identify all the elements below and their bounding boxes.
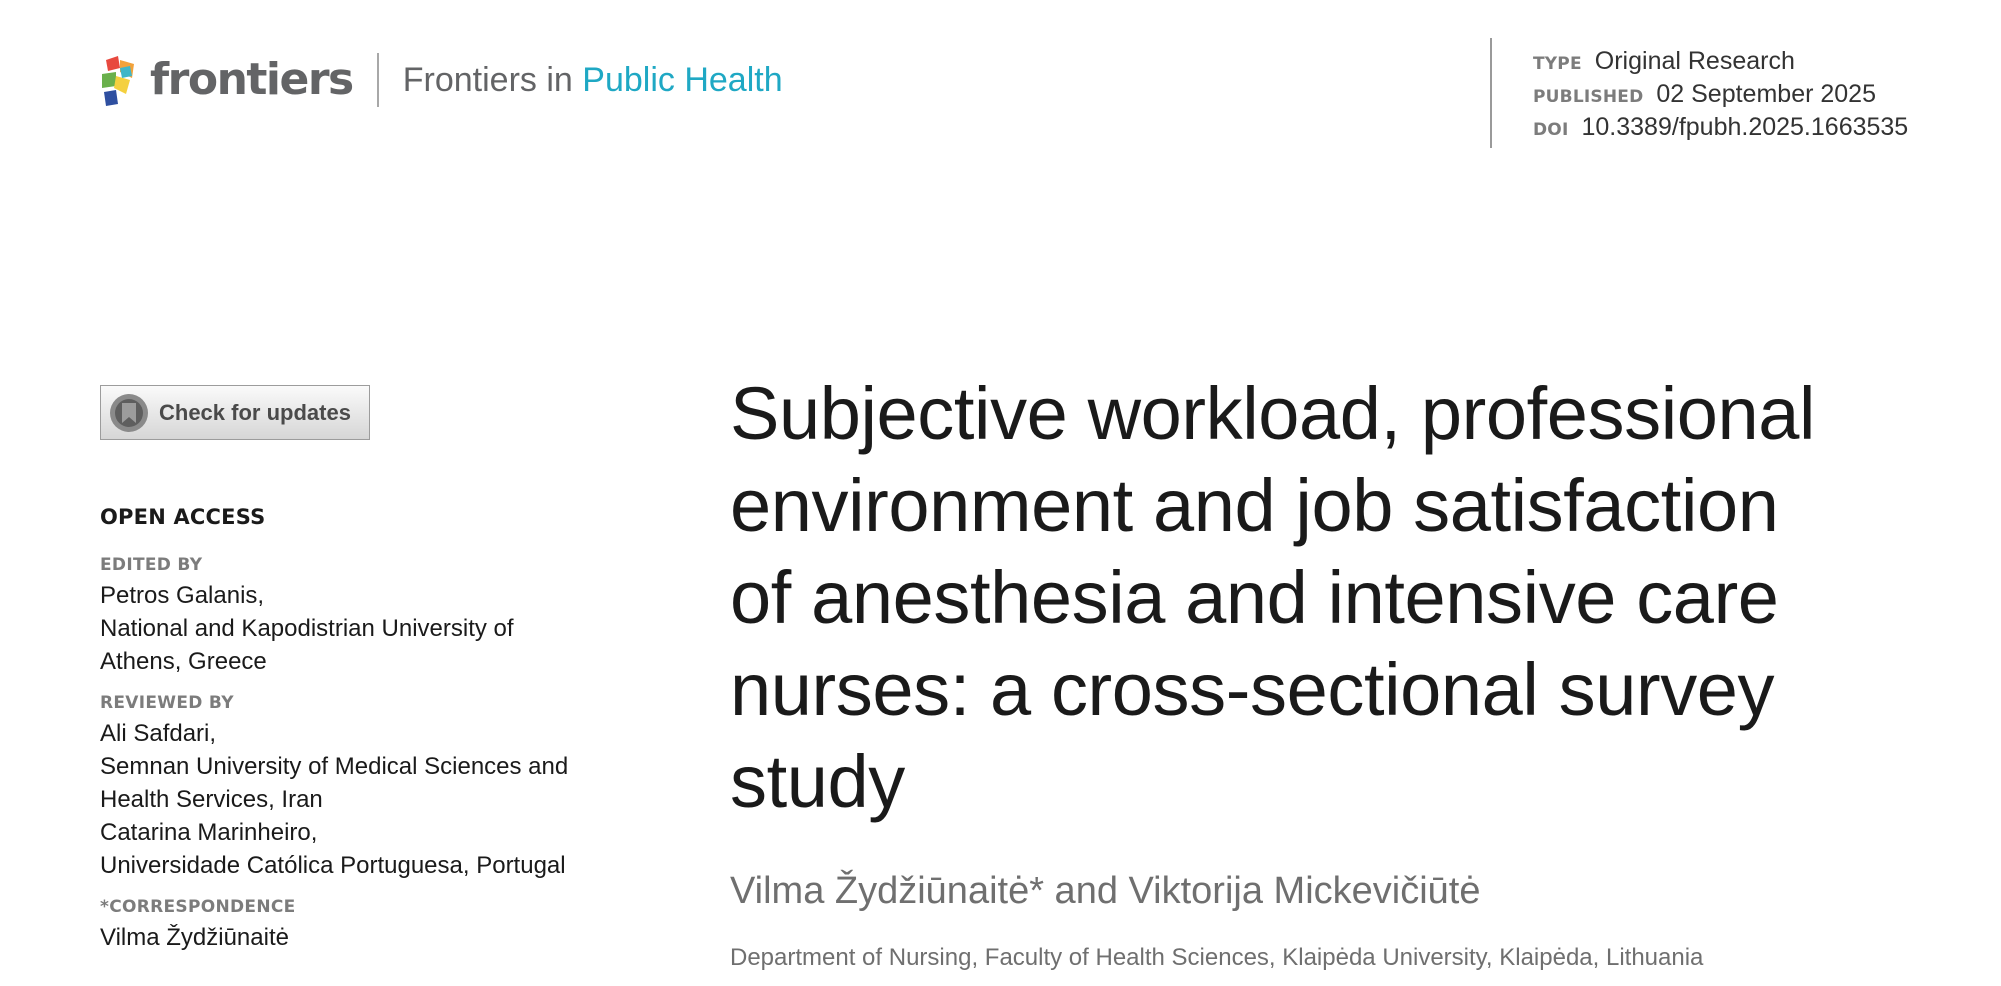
title-line: study xyxy=(730,740,905,823)
title-line: of anesthesia and intensive care xyxy=(730,556,1779,639)
correspondence-label: *CORRESPONDENCE xyxy=(100,897,296,917)
check-updates-icon xyxy=(109,393,149,433)
meta-published xyxy=(1533,80,1908,113)
meta-type-value: Original Research xyxy=(1594,47,1795,75)
frontiers-logo-icon xyxy=(100,54,140,106)
edited-by-line: Petros Galanis, xyxy=(100,582,265,609)
meta-published-label: PUBLISHED xyxy=(1533,87,1644,107)
meta-doi xyxy=(1533,113,1908,146)
title-line: Subjective workload, professional xyxy=(730,372,1816,455)
article-affiliation: Department of Nursing, Faculty of Health Sciences, Klaipėda University, Klaipėda, Lithuania xyxy=(730,944,1704,971)
logo-divider xyxy=(377,53,379,107)
meta-divider xyxy=(1490,38,1492,148)
correspondence-line: Vilma Žydžiūnaitė xyxy=(100,924,289,951)
reviewed-by-line: Catarina Marinheiro, xyxy=(100,819,318,846)
meta-published-value: 02 September 2025 xyxy=(1656,80,1876,108)
sidebar xyxy=(100,505,640,969)
reviewed-by-line: Universidade Católica Portuguesa, Portugal xyxy=(100,852,566,879)
correspondence-section xyxy=(100,897,640,954)
journal-prefix: Frontiers in xyxy=(402,60,573,99)
reviewed-by-line: Semnan University of Medical Sciences and xyxy=(100,753,569,780)
journal-title xyxy=(403,61,783,100)
edited-by-label: EDITED BY xyxy=(100,555,203,575)
edited-by-section xyxy=(100,555,640,678)
reviewed-by-section xyxy=(100,693,640,882)
reviewed-by-label: REVIEWED BY xyxy=(100,693,234,713)
publisher-name: frontiers xyxy=(150,54,353,105)
open-access-label: OPEN ACCESS xyxy=(100,505,266,529)
article-authors: Vilma Žydžiūnaitė* and Viktorija Mickevičiūtė xyxy=(730,870,1481,912)
check-updates-label: Check for updates xyxy=(159,399,351,425)
reviewed-by-line: Health Services, Iran xyxy=(100,786,323,813)
meta-doi-value[interactable]: 10.3389/fpubh.2025.1663535 xyxy=(1581,113,1909,141)
publisher-logo-area xyxy=(100,52,783,108)
title-line: environment and job satisfaction xyxy=(730,464,1779,547)
reviewed-by-line: Ali Safdari, xyxy=(100,720,217,747)
journal-name: Public Health xyxy=(582,60,783,99)
article-title xyxy=(730,368,1930,828)
edited-by-line: National and Kapodistrian University of xyxy=(100,615,514,642)
meta-doi-label: DOI xyxy=(1533,120,1569,140)
check-for-updates-button[interactable] xyxy=(100,385,370,440)
edited-by-line: Athens, Greece xyxy=(100,648,267,675)
meta-type xyxy=(1533,47,1908,80)
title-line: nurses: a cross-sectional survey xyxy=(730,648,1775,731)
article-meta xyxy=(1533,47,1908,146)
meta-type-label: TYPE xyxy=(1533,54,1582,74)
